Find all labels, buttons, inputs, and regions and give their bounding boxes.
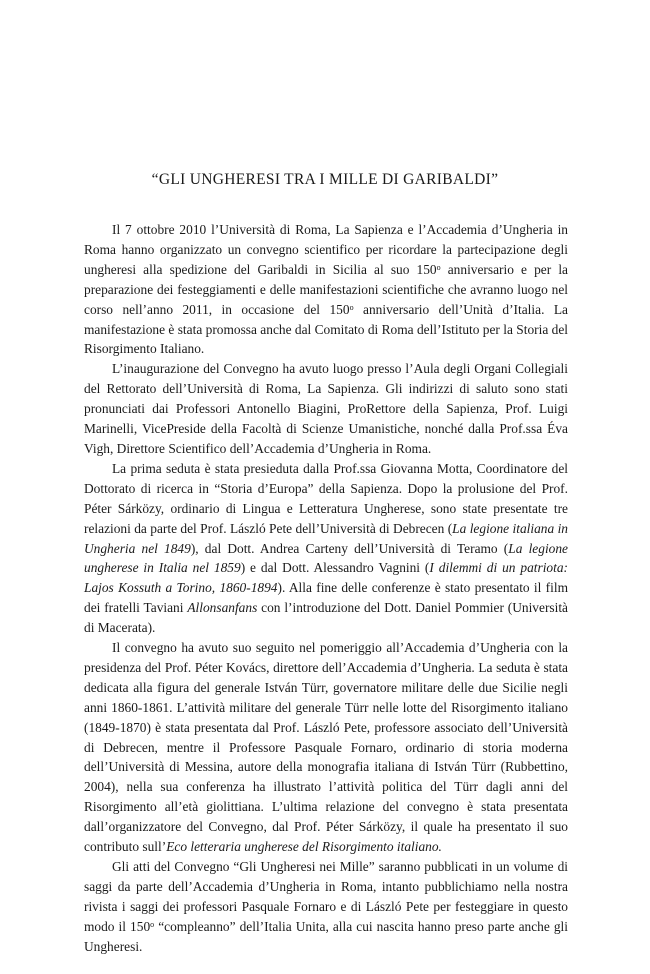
- ordinal-superscript: o: [436, 262, 441, 272]
- text-run: anniversario e per la preparazione dei festeggiamenti e delle manifestazioni scientifiche che avranno luogo nel corso nell’anno 2011, in occasione del 150: [84, 261, 568, 317]
- paragraph: [84, 857, 568, 957]
- text-run: anniversario dell’Unità d’Italia. La manifestazione è stata promossa anche dal Comitato di Roma dell’Istituto per la Storia del Risorgimento Italiano.: [84, 301, 568, 357]
- article-title: “GLI UNGHERESI TRA I MILLE DI GARIBALDI”: [151, 171, 499, 188]
- italic-title-text: La legione italiana in Ungheria nel 1849: [84, 520, 568, 556]
- text-run: Il convegno ha avuto suo seguito nel pomeriggio all’Accademia d’Ungheria con la presidenza del Prof. Péter Kovács, direttore dell’Accademia d’Ungheria. La seduta è stata dedicata alla figura del generale István Türr, governatore militare delle due Sicilie negli anni 1860-1861. L’attività militare del generale Türr nelle lotte del Risorgimento italiano (1849-1870) è stata presentata dal Prof. László Pete, professore associato dell’Università di Debrecen, mentre il Professore Pasquale Fornaro, ordinario di storia moderna dell’Università di Messina, autore della monografia italiana di István Türr (Rubbettino, 2004), nella sua conferenza ha illustrato l’attività politica del Türr dagli anni del Risorgimento all’età giolittiana. L’ultima relazione del convegno è stata presentata dall’organizzatore del Convegno, dal Prof. Péter Sárközy, il quale ha presentato il suo contributo sull’: [84, 640, 568, 855]
- text-run: La prima seduta è stata presieduta dalla Prof.ssa Giovanna Motta, Coordinatore del Dottorato di ricerca in “Storia d’Europa” della Sapienza. Dopo la prolusione del Prof. Péter Sárközy, ordinario di Lingua e Letteratura Ungherese, sono state presentate tre relazioni da parte del Prof. László Pete dell’Università di Debrecen (: [84, 460, 568, 536]
- text-run: Gli atti del Convegno “Gli Ungheresi nei Mille” saranno pubblicati in un volume di saggi da parte dell’Accademia d’Ungheria in Roma, intanto pubblichiamo nella nostra rivista i saggi dei professori Pasquale Fornaro e di László Pete per festeggiare in questo modo il 150: [84, 859, 568, 934]
- text-run: Il 7 ottobre 2010 l’Università di Roma, La Sapienza e l’Accademia d’Ungheria in Roma hanno organizzato un convegno scientifico per ricordare la partecipazione degli ungheresi alla spedizione del Garibaldi in Sicilia al suo 150: [84, 222, 568, 277]
- text-run: ), dal Dott. Andrea Carteny dell’Università di Teramo (: [190, 540, 509, 556]
- text-run: L’inaugurazione del Convegno ha avuto luogo presso l’Aula degli Organi Collegiali del Rettorato dell’Università di Roma, La Sapienza. Gli indirizzi di saluto sono stati pronunciati dai Professori Antonello Biagini, ProRettore della Sapienza, Prof. Luigi Marinelli, VicePreside della Facoltà di Scienze Umanistiche, nonché dalla Prof.ssa Éva Vigh, Direttore Scientifico dell’Accademia d’Ungheria in Roma.: [84, 361, 568, 456]
- paragraph: [84, 638, 568, 857]
- ordinal-superscript: o: [349, 302, 354, 312]
- text-run: ). Alla fine delle conferenze è stato presentato il film dei fratelli Taviani: [84, 580, 568, 616]
- text-run: con l’introduzione del Dott. Daniel Pommier (Università di Macerata).: [84, 600, 569, 636]
- text-run: ) e dal Dott. Alessandro Vagnini (: [240, 560, 430, 576]
- italic-title-text: Allonsanfans: [187, 600, 258, 616]
- article-body: [84, 220, 568, 957]
- italic-title-text: Eco letteraria ungherese del Risorgimento italiano.: [166, 839, 442, 855]
- paragraph: [84, 220, 568, 359]
- text-run: “compleanno” dell’Italia Unita, alla cui nascita hanno preso parte anche gli Ungheresi.: [84, 918, 568, 954]
- paragraph: [84, 459, 568, 638]
- ordinal-superscript: o: [150, 919, 155, 929]
- paragraph: [84, 359, 568, 459]
- italic-title-text: I dilemmi di un patriota: Lajos Kossuth a Torino, 1860-1894: [84, 560, 568, 596]
- italic-title-text: La legione ungherese in Italia nel 1859: [84, 540, 568, 576]
